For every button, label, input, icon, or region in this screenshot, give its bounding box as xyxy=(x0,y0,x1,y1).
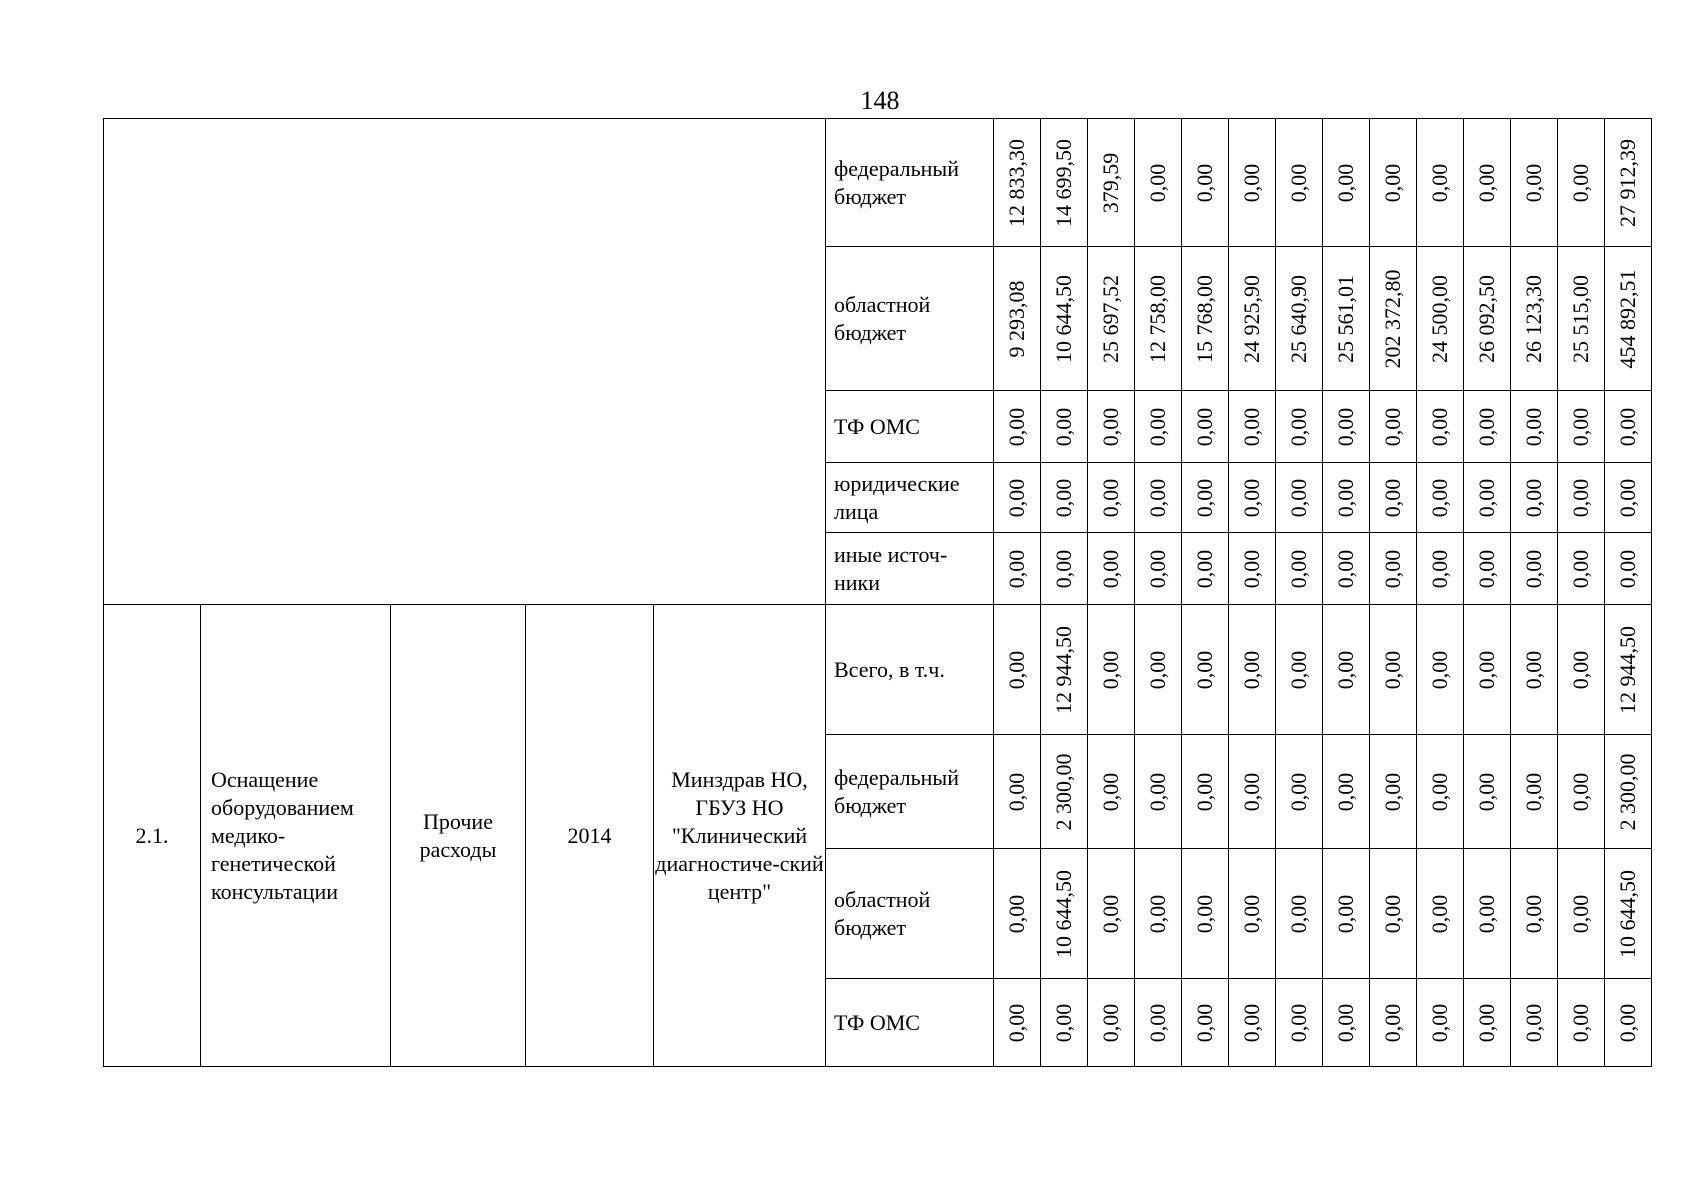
item-name: Оснащение оборудованием медико-генетической консультации xyxy=(201,605,391,1067)
amount-cell xyxy=(1511,247,1558,391)
amount-value: 0,00 xyxy=(1568,163,1593,202)
amount-cell xyxy=(1605,391,1652,463)
amount-cell xyxy=(1558,119,1605,247)
amount-value: 0,00 xyxy=(1474,163,1499,202)
amount-value: 12 944,50 xyxy=(1615,625,1640,714)
amount-value: 0,00 xyxy=(1380,1003,1405,1042)
amount-cell xyxy=(1323,391,1370,463)
amount-cell xyxy=(1276,463,1323,533)
amount-value: 2 300,00 xyxy=(1615,753,1640,830)
amount-value: 0,00 xyxy=(1568,478,1593,517)
amount-cell xyxy=(1605,849,1652,979)
amount-cell xyxy=(1041,605,1088,735)
amount-value: 27 912,39 xyxy=(1615,138,1640,227)
amount-value: 24 925,90 xyxy=(1239,274,1264,363)
amount-value: 0,00 xyxy=(1004,772,1029,811)
amount-cell xyxy=(1276,849,1323,979)
amount-cell xyxy=(1182,533,1229,605)
amount-value: 0,00 xyxy=(1004,407,1029,446)
funding-source-cell: ТФ ОМС xyxy=(826,391,994,463)
amount-value: 0,00 xyxy=(1239,650,1264,689)
amount-cell xyxy=(1605,533,1652,605)
amount-value: 0,00 xyxy=(1333,163,1358,202)
amount-cell xyxy=(1276,247,1323,391)
amount-cell xyxy=(1511,391,1558,463)
amount-cell xyxy=(1276,119,1323,247)
amount-value: 0,00 xyxy=(1474,478,1499,517)
amount-cell xyxy=(1464,849,1511,979)
amount-value: 0,00 xyxy=(1098,1003,1123,1042)
amount-cell xyxy=(1370,463,1417,533)
amount-value: 0,00 xyxy=(1286,650,1311,689)
amount-cell xyxy=(1135,119,1182,247)
amount-cell xyxy=(1041,979,1088,1067)
amount-value: 0,00 xyxy=(1568,549,1593,588)
amount-cell xyxy=(994,119,1041,247)
amount-cell xyxy=(1229,463,1276,533)
amount-cell xyxy=(1323,979,1370,1067)
funding-source-cell: областной бюджет xyxy=(826,849,994,979)
amount-value: 25 697,52 xyxy=(1098,274,1123,363)
amount-cell xyxy=(1605,463,1652,533)
amount-value: 0,00 xyxy=(1333,1003,1358,1042)
page-number: 148 xyxy=(860,86,900,115)
amount-cell xyxy=(1276,605,1323,735)
amount-cell xyxy=(1229,119,1276,247)
amount-value: 0,00 xyxy=(1568,650,1593,689)
amount-cell xyxy=(1041,463,1088,533)
amount-value: 0,00 xyxy=(1380,650,1405,689)
amount-cell xyxy=(1041,533,1088,605)
amount-value: 0,00 xyxy=(1427,407,1452,446)
amount-value: 0,00 xyxy=(1380,478,1405,517)
amount-cell xyxy=(1464,979,1511,1067)
amount-cell xyxy=(1135,391,1182,463)
amount-cell xyxy=(1229,247,1276,391)
amount-value: 0,00 xyxy=(1568,1003,1593,1042)
amount-value: 0,00 xyxy=(1521,163,1546,202)
amount-value: 0,00 xyxy=(1098,478,1123,517)
amount-value: 0,00 xyxy=(1286,163,1311,202)
amount-cell xyxy=(1417,533,1464,605)
funding-source-cell: ТФ ОМС xyxy=(826,979,994,1067)
amount-cell xyxy=(1370,247,1417,391)
amount-cell xyxy=(1135,247,1182,391)
amount-cell xyxy=(1605,247,1652,391)
amount-cell xyxy=(1605,735,1652,849)
table-row xyxy=(104,119,1652,247)
amount-value: 0,00 xyxy=(1192,772,1217,811)
amount-value: 379,59 xyxy=(1098,152,1123,213)
amount-cell xyxy=(1088,391,1135,463)
amount-value: 0,00 xyxy=(1286,772,1311,811)
amount-cell xyxy=(1276,533,1323,605)
amount-cell xyxy=(1464,463,1511,533)
amount-value: 0,00 xyxy=(1380,549,1405,588)
amount-cell xyxy=(1229,605,1276,735)
amount-value: 0,00 xyxy=(1004,1003,1029,1042)
amount-value: 0,00 xyxy=(1521,650,1546,689)
amount-value: 0,00 xyxy=(1145,650,1170,689)
amount-value: 0,00 xyxy=(1427,650,1452,689)
amount-value: 10 644,50 xyxy=(1051,274,1076,363)
amount-value: 26 092,50 xyxy=(1474,274,1499,363)
amount-cell xyxy=(1182,119,1229,247)
amount-cell xyxy=(1088,463,1135,533)
amount-cell xyxy=(1605,119,1652,247)
amount-cell xyxy=(1323,533,1370,605)
funding-source-cell: юридические лица xyxy=(826,463,994,533)
amount-value: 0,00 xyxy=(1427,478,1452,517)
amount-cell xyxy=(1229,979,1276,1067)
amount-cell xyxy=(994,391,1041,463)
amount-cell xyxy=(1464,247,1511,391)
amount-value: 0,00 xyxy=(1004,650,1029,689)
amount-value: 454 892,51 xyxy=(1615,269,1640,368)
amount-value: 0,00 xyxy=(1145,163,1170,202)
amount-value: 25 515,00 xyxy=(1568,274,1593,363)
amount-value: 0,00 xyxy=(1051,549,1076,588)
merged-blank-cell xyxy=(104,119,826,605)
amount-cell xyxy=(1041,391,1088,463)
amount-cell xyxy=(1182,391,1229,463)
amount-cell xyxy=(1370,979,1417,1067)
amount-cell xyxy=(1135,605,1182,735)
amount-cell xyxy=(1088,849,1135,979)
amount-cell xyxy=(1370,119,1417,247)
amount-value: 0,00 xyxy=(1051,478,1076,517)
amount-value: 10 644,50 xyxy=(1615,869,1640,958)
amount-value: 0,00 xyxy=(1286,1003,1311,1042)
amount-value: 0,00 xyxy=(1521,407,1546,446)
amount-cell xyxy=(994,735,1041,849)
amount-value: 0,00 xyxy=(1474,894,1499,933)
amount-cell xyxy=(1276,979,1323,1067)
amount-value: 0,00 xyxy=(1192,478,1217,517)
amount-cell xyxy=(1088,605,1135,735)
amount-value: 12 758,00 xyxy=(1145,274,1170,363)
amount-cell xyxy=(1135,979,1182,1067)
amount-cell xyxy=(1182,605,1229,735)
amount-cell xyxy=(1464,533,1511,605)
amount-cell xyxy=(1417,849,1464,979)
amount-cell xyxy=(1088,979,1135,1067)
amount-value: 0,00 xyxy=(1286,549,1311,588)
amount-value: 202 372,80 xyxy=(1380,269,1405,368)
amount-cell xyxy=(994,533,1041,605)
amount-value: 0,00 xyxy=(1427,549,1452,588)
item-year: 2014 xyxy=(526,605,654,1067)
amount-cell xyxy=(1464,119,1511,247)
amount-value: 0,00 xyxy=(1145,407,1170,446)
amount-cell xyxy=(1511,735,1558,849)
amount-cell xyxy=(1229,735,1276,849)
amount-cell xyxy=(1558,979,1605,1067)
amount-cell xyxy=(1041,849,1088,979)
amount-cell xyxy=(1088,247,1135,391)
amount-cell xyxy=(1417,247,1464,391)
amount-value: 0,00 xyxy=(1333,772,1358,811)
amount-cell xyxy=(1088,533,1135,605)
amount-cell xyxy=(1323,247,1370,391)
amount-value: 9 293,08 xyxy=(1004,280,1029,357)
amount-cell xyxy=(1558,605,1605,735)
amount-cell xyxy=(1558,849,1605,979)
amount-value: 0,00 xyxy=(1239,549,1264,588)
amount-value: 0,00 xyxy=(1333,650,1358,689)
amount-value: 0,00 xyxy=(1098,407,1123,446)
amount-value: 0,00 xyxy=(1004,478,1029,517)
amount-cell xyxy=(1182,247,1229,391)
amount-value: 0,00 xyxy=(1286,894,1311,933)
amount-value: 0,00 xyxy=(1239,1003,1264,1042)
amount-cell xyxy=(1605,979,1652,1067)
amount-value: 0,00 xyxy=(1521,549,1546,588)
item-number: 2.1. xyxy=(104,605,201,1067)
amount-cell xyxy=(1135,463,1182,533)
amount-value: 0,00 xyxy=(1474,549,1499,588)
funding-source-cell: федеральный бюджет xyxy=(826,735,994,849)
amount-cell xyxy=(1511,979,1558,1067)
amount-cell xyxy=(1088,735,1135,849)
amount-cell xyxy=(1135,735,1182,849)
funding-source-cell: иные источ-ники xyxy=(826,533,994,605)
amount-cell xyxy=(1370,735,1417,849)
amount-cell xyxy=(1182,979,1229,1067)
amount-value: 0,00 xyxy=(1145,549,1170,588)
funding-source-cell: федеральный бюджет xyxy=(826,119,994,247)
amount-cell xyxy=(1511,605,1558,735)
amount-cell xyxy=(1370,849,1417,979)
amount-cell xyxy=(1417,979,1464,1067)
amount-cell xyxy=(1511,533,1558,605)
amount-value: 0,00 xyxy=(1380,772,1405,811)
amount-cell xyxy=(1605,605,1652,735)
amount-value: 0,00 xyxy=(1004,549,1029,588)
amount-cell xyxy=(1417,463,1464,533)
amount-value: 0,00 xyxy=(1145,772,1170,811)
amount-cell xyxy=(1041,119,1088,247)
amount-value: 0,00 xyxy=(1051,1003,1076,1042)
amount-value: 0,00 xyxy=(1427,772,1452,811)
amount-value: 0,00 xyxy=(1474,407,1499,446)
amount-cell xyxy=(1464,735,1511,849)
amount-cell xyxy=(1276,391,1323,463)
amount-cell xyxy=(1135,849,1182,979)
amount-cell xyxy=(1229,533,1276,605)
amount-value: 0,00 xyxy=(1333,894,1358,933)
amount-value: 0,00 xyxy=(1521,894,1546,933)
amount-cell xyxy=(1558,391,1605,463)
amount-value: 15 768,00 xyxy=(1192,274,1217,363)
funding-source-cell: областной бюджет xyxy=(826,247,994,391)
amount-cell xyxy=(1558,533,1605,605)
amount-value: 12 944,50 xyxy=(1051,625,1076,714)
amount-value: 0,00 xyxy=(1098,549,1123,588)
budget-table xyxy=(103,118,1652,1067)
amount-cell xyxy=(1041,247,1088,391)
amount-cell xyxy=(994,247,1041,391)
amount-value: 0,00 xyxy=(1192,650,1217,689)
amount-value: 0,00 xyxy=(1615,1003,1640,1042)
amount-cell xyxy=(1229,391,1276,463)
amount-cell xyxy=(1511,119,1558,247)
amount-value: 0,00 xyxy=(1380,894,1405,933)
amount-value: 0,00 xyxy=(1192,1003,1217,1042)
item-executor: Минздрав НО, ГБУЗ НО "Клинический диагностиче-ский центр" xyxy=(654,605,826,1067)
amount-value: 10 644,50 xyxy=(1051,869,1076,958)
amount-cell xyxy=(1558,463,1605,533)
amount-cell xyxy=(1182,463,1229,533)
amount-cell xyxy=(1464,605,1511,735)
amount-value: 0,00 xyxy=(1615,549,1640,588)
amount-value: 0,00 xyxy=(1333,407,1358,446)
amount-value: 0,00 xyxy=(1145,1003,1170,1042)
amount-cell xyxy=(994,463,1041,533)
amount-value: 0,00 xyxy=(1427,1003,1452,1042)
amount-value: 0,00 xyxy=(1192,163,1217,202)
amount-cell xyxy=(994,605,1041,735)
amount-cell xyxy=(1182,735,1229,849)
amount-cell xyxy=(1323,849,1370,979)
amount-value: 0,00 xyxy=(1239,163,1264,202)
amount-cell xyxy=(1323,119,1370,247)
amount-cell xyxy=(1135,533,1182,605)
amount-cell xyxy=(1558,735,1605,849)
amount-value: 0,00 xyxy=(1521,1003,1546,1042)
amount-value: 0,00 xyxy=(1239,478,1264,517)
amount-value: 0,00 xyxy=(1286,478,1311,517)
amount-value: 0,00 xyxy=(1098,894,1123,933)
amount-value: 0,00 xyxy=(1333,549,1358,588)
amount-cell xyxy=(994,979,1041,1067)
amount-value: 0,00 xyxy=(1568,772,1593,811)
amount-cell xyxy=(994,849,1041,979)
amount-cell xyxy=(1229,849,1276,979)
amount-value: 0,00 xyxy=(1286,407,1311,446)
amount-value: 0,00 xyxy=(1192,894,1217,933)
amount-value: 0,00 xyxy=(1098,772,1123,811)
amount-value: 0,00 xyxy=(1004,894,1029,933)
amount-value: 0,00 xyxy=(1145,478,1170,517)
amount-value: 0,00 xyxy=(1239,772,1264,811)
amount-cell xyxy=(1276,735,1323,849)
amount-value: 0,00 xyxy=(1474,650,1499,689)
amount-value: 14 699,50 xyxy=(1051,138,1076,227)
amount-cell xyxy=(1417,391,1464,463)
amount-value: 0,00 xyxy=(1521,772,1546,811)
amount-value: 0,00 xyxy=(1145,894,1170,933)
amount-cell xyxy=(1323,735,1370,849)
amount-value: 0,00 xyxy=(1192,407,1217,446)
amount-value: 26 123,30 xyxy=(1521,274,1546,363)
amount-value: 0,00 xyxy=(1615,407,1640,446)
amount-cell xyxy=(1041,735,1088,849)
amount-value: 0,00 xyxy=(1333,478,1358,517)
amount-cell xyxy=(1417,735,1464,849)
amount-value: 0,00 xyxy=(1098,650,1123,689)
amount-cell xyxy=(1464,391,1511,463)
amount-cell xyxy=(1323,463,1370,533)
amount-cell xyxy=(1182,849,1229,979)
item-expense-type: Прочие расходы xyxy=(391,605,526,1067)
amount-value: 0,00 xyxy=(1427,163,1452,202)
amount-cell xyxy=(1511,849,1558,979)
amount-cell xyxy=(1558,247,1605,391)
amount-value: 0,00 xyxy=(1615,478,1640,517)
amount-cell xyxy=(1511,463,1558,533)
amount-cell xyxy=(1417,119,1464,247)
amount-value: 0,00 xyxy=(1239,407,1264,446)
amount-value: 0,00 xyxy=(1568,407,1593,446)
amount-value: 0,00 xyxy=(1380,407,1405,446)
amount-value: 0,00 xyxy=(1051,407,1076,446)
amount-value: 0,00 xyxy=(1474,1003,1499,1042)
amount-value: 25 640,90 xyxy=(1286,274,1311,363)
amount-value: 0,00 xyxy=(1474,772,1499,811)
amount-value: 0,00 xyxy=(1239,894,1264,933)
amount-value: 24 500,00 xyxy=(1427,274,1452,363)
amount-cell xyxy=(1370,605,1417,735)
amount-value: 0,00 xyxy=(1380,163,1405,202)
amount-value: 0,00 xyxy=(1427,894,1452,933)
amount-value: 0,00 xyxy=(1568,894,1593,933)
table-row xyxy=(104,605,1652,735)
amount-cell xyxy=(1088,119,1135,247)
amount-cell xyxy=(1417,605,1464,735)
amount-cell xyxy=(1370,391,1417,463)
amount-value: 0,00 xyxy=(1521,478,1546,517)
amount-cell xyxy=(1323,605,1370,735)
funding-source-cell: Всего, в т.ч. xyxy=(826,605,994,735)
amount-cell xyxy=(1370,533,1417,605)
amount-value: 2 300,00 xyxy=(1051,753,1076,830)
amount-value: 25 561,01 xyxy=(1333,274,1358,363)
amount-value: 12 833,30 xyxy=(1004,138,1029,227)
amount-value: 0,00 xyxy=(1192,549,1217,588)
